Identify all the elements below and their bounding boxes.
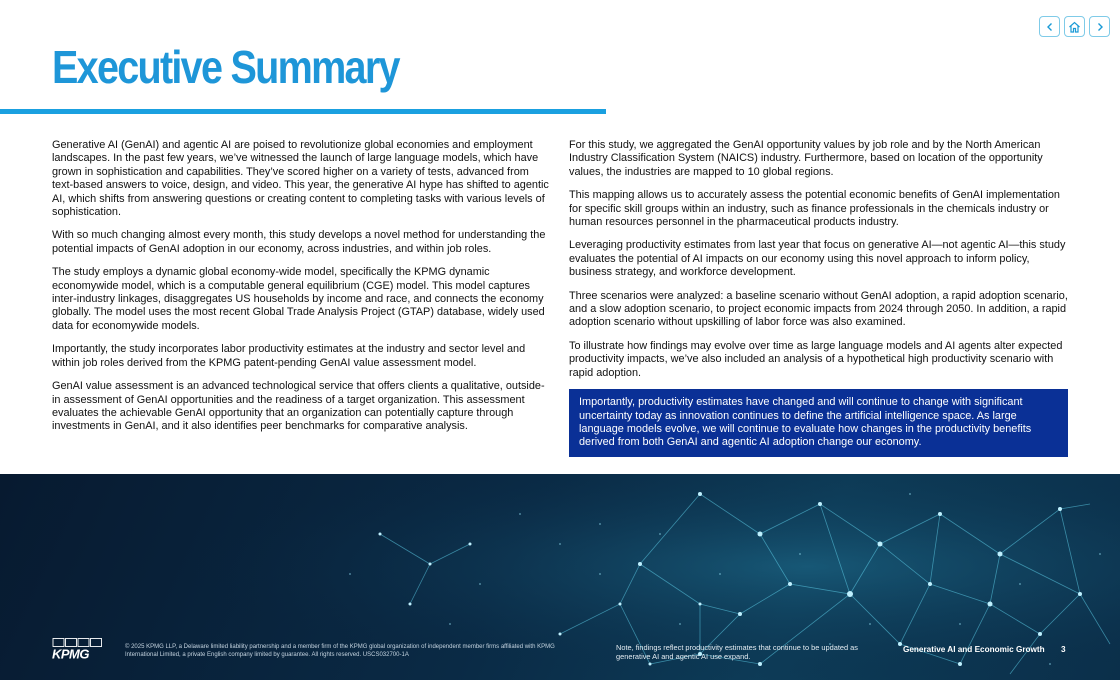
- navigation-buttons: [1039, 16, 1110, 37]
- copyright-text: © 2025 KPMG LLP, a Delaware limited liability partnership and a member firm of the KPMG global organization of independent member firms affiliated with KPMG International Limited, a private English company limited by guarantee. All rights reserved. USCS032700-1A: [125, 644, 555, 658]
- paragraph: To illustrate how findings may evolve over time as large language models and AI agents alter expected productivity impacts, we’ve also included an analysis of a hypothetical high productivity scenario with rapid adoption.: [569, 339, 1063, 379]
- right-text-column: [569, 139, 1068, 457]
- paragraph: With so much changing almost every month, this study develops a novel method for understanding the potential impacts of GenAI adoption in our economy, across industries, and within job roles.: [52, 229, 546, 255]
- chevron-left-icon: [1045, 22, 1055, 32]
- footer-banner: [0, 474, 1120, 680]
- paragraph: Importantly, the study incorporates labor productivity estimates at the industry and sector level and within job roles derived from the KPMG patent-pending GenAI value assessment model.: [52, 343, 526, 369]
- svg-text:KPMG: KPMG: [52, 646, 89, 660]
- title-accent-bar: [0, 109, 606, 114]
- callout-box: Importantly, productivity estimates have changed and will continue to change with significant uncertainty today as innovation continues to define the artificial intelligence space. As large language models evolve, we will continue to evaluate how changes in the productivity benefits derived from both GenAI and agentic AI adoption change our economy.: [569, 389, 1068, 457]
- home-button[interactable]: [1064, 16, 1085, 37]
- page-number: 3: [1061, 645, 1066, 654]
- paragraph: This mapping allows us to accurately assess the potential economic benefits of GenAI implementation for specific skill groups within an industry, such as finance professionals in the chemicals industry or human resources personnel in the pharmaceutical products industry.: [569, 189, 1060, 229]
- home-icon: [1068, 21, 1081, 33]
- paragraph: Generative AI (GenAI) and agentic AI are poised to revolutionize global economies and employment landscapes. In the past few years, we’ve witnessed the launch of large language models, which have grown in sophistication and capabilities. They’ve scored higher on a variety of tests, advanced from text-based answers to voice, design, and video. This year, the generative AI hype has shifted to agentic AI, which shifts from answering questions or creating content to completing tasks with various levels of sophistication.: [52, 139, 549, 219]
- page-title: Executive Summary: [52, 41, 399, 93]
- kpmg-logo: [52, 638, 104, 660]
- paragraph: Leveraging productivity estimates from last year that focus on generative AI—not agentic AI—this study evaluates the potential of AI impacts on our economy using this novel approach to inform policy, business strategy, and workforce development.: [569, 239, 1066, 279]
- paragraph: The study employs a dynamic global economy-wide model, specifically the KPMG dynamic economywide model, which is a computable general equilibrium (CGE) model. This model captures inter-industry linkages, disaggregates US households by income and race, and connects the economy globally. The model uses the most recent Global Trade Analysis Project (GTAP) database, widely used data for economywide models.: [52, 266, 545, 332]
- paragraph: Three scenarios were analyzed: a baseline scenario without GenAI adoption, a rapid adoption scenario, and a slow adoption scenario, to project economic impacts from 2024 through 2050. In addition, a rapid adoption scenario without upskilling of labor force was also examined.: [569, 289, 1068, 329]
- chevron-right-icon: [1095, 22, 1105, 32]
- report-name: Generative AI and Economic Growth: [903, 645, 1045, 654]
- left-text-column: [52, 139, 550, 444]
- next-page-button[interactable]: [1089, 16, 1110, 37]
- previous-page-button[interactable]: [1039, 16, 1060, 37]
- paragraph: GenAI value assessment is an advanced technological service that offers clients a qualitative, outside-in assessment of GenAI opportunities and the readiness of a target organization. This assessment evaluates the achievable GenAI opportunity that an organization can potentially capture through investments in GenAI, and it also identifies peer benchmarks for comparative analysis.: [52, 380, 545, 433]
- paragraph: For this study, we aggregated the GenAI opportunity values by job role and by the North American Industry Classification System (NAICS) industry. Furthermore, based on location of the opportunity values, the industries are mapped to 10 global regions.: [569, 139, 1043, 178]
- footnote: Note, findings reflect productivity estimates that continue to be updated as generative AI and agentic AI use expand.: [616, 643, 858, 661]
